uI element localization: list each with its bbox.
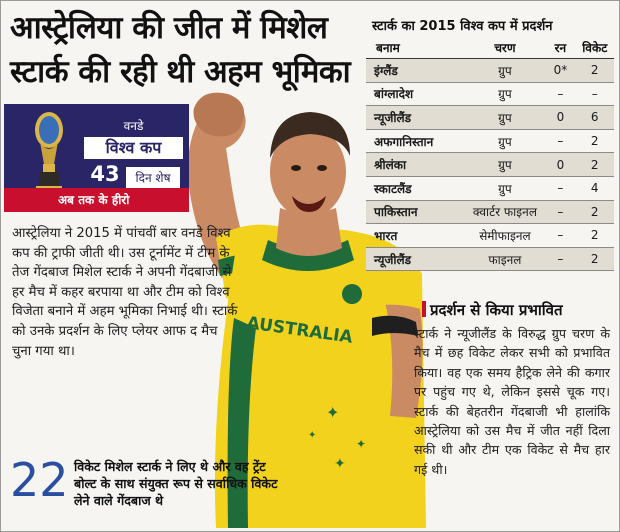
table-row — [366, 106, 614, 130]
performance-table — [366, 36, 614, 271]
hero-tag: अब तक के हीरो — [4, 188, 189, 212]
table-row — [366, 200, 614, 224]
svg-text:✦: ✦ — [356, 437, 367, 451]
row-wickets: 2 — [575, 247, 614, 271]
row-stage: ग्रुप — [465, 129, 546, 153]
stat-text: विकेट मिशेल स्टार्क ने लिए थे और वह ट्रेंट बोल्ट के साथ संयुक्त रूप से सर्वाधिक विकेट लेने वाले गेंदबाज थे — [74, 459, 278, 508]
row-runs: – — [545, 129, 575, 153]
header-wickets: विकेट — [575, 36, 614, 59]
accent-bar — [422, 301, 426, 317]
row-runs: 0* — [545, 59, 575, 83]
row-runs: – — [545, 247, 575, 271]
row-stage: ग्रुप — [465, 59, 546, 83]
table-header-row — [366, 36, 614, 59]
row-opponent: स्काटलैंड — [366, 176, 465, 200]
row-wickets: 2 — [575, 153, 614, 177]
intro-paragraph: आस्ट्रेलिया ने 2015 में पांचवीं बार वनडे विश्व कप की ट्राफी जीती थी। उस टूर्नामेंट में टीम के तेज गेंदबाज मिशेल स्टार्क ने अपनी गेंदबाजी से हर मैच में कहर बरपाया था और टीम को विश्व विजेता बनाने में अहम भूमिका निभाई थी। स्टार्क को उनके प्रदर्शन के लिए प्लेयर आफ द मैच चुना गया था। — [12, 226, 238, 359]
row-wickets: – — [575, 82, 614, 106]
row-opponent: न्यूजीलैंड — [366, 247, 465, 271]
row-runs: – — [545, 200, 575, 224]
row-wickets: 2 — [575, 59, 614, 83]
row-stage: फाइनल — [465, 247, 546, 271]
performance-title — [422, 300, 563, 320]
days-left-text: दिन शेष — [126, 167, 180, 189]
days-left — [84, 161, 183, 187]
row-wickets: 6 — [575, 106, 614, 130]
row-runs: – — [545, 82, 575, 106]
jersey-text: AUSTRALIA — [245, 313, 354, 348]
row-stage: ग्रुप — [465, 176, 546, 200]
row-opponent: अफगानिस्तान — [366, 129, 465, 153]
row-stage: ग्रुप — [465, 106, 546, 130]
svg-text:✦: ✦ — [308, 430, 317, 441]
row-stage: ग्रुप — [465, 82, 546, 106]
table-row — [366, 129, 614, 153]
header-opponent: बनाम — [366, 36, 465, 59]
row-opponent: इंग्लैंड — [366, 59, 465, 83]
row-stage: क्वार्टर फाइनल — [465, 200, 546, 224]
row-stage: सेमीफाइनल — [465, 224, 546, 248]
row-stage: ग्रुप — [465, 153, 546, 177]
row-runs: – — [545, 224, 575, 248]
row-runs: 0 — [545, 153, 575, 177]
table-row — [366, 224, 614, 248]
row-runs: 0 — [545, 106, 575, 130]
row-opponent: श्रीलंका — [366, 153, 465, 177]
headline-line-2: स्टार्क की रही थी अहम भूमिका — [10, 54, 351, 90]
table-row — [366, 82, 614, 106]
performance-body: स्टार्क ने न्यूजीलैंड के विरुद्ध ग्रुप चरण के मैच में छह विकेट लेकर सभी को प्रभावित किया। वह एक समय हैट्रिक लेने की कगार पर पहुंच गए थे, लेकिन इससे चूक गए। स्टार्क की बेहतरीन गेंदबाजी भी हालांकि आस्ट्रेलिया को उस मैच में जीत नहीं दिला सकी थी और टीम एक विकेट से मैच हार गई थी। — [414, 326, 610, 477]
world-cup-label: विश्व कप — [84, 137, 183, 159]
table-row — [366, 153, 614, 177]
headline — [10, 6, 370, 94]
table-row — [366, 176, 614, 200]
row-opponent: पाकिस्तान — [366, 200, 465, 224]
odi-label: वनडे — [84, 117, 183, 135]
svg-text:✦: ✦ — [326, 403, 340, 422]
trophy-icon — [26, 108, 72, 196]
row-opponent: न्यूजीलैंड — [366, 106, 465, 130]
row-wickets: 4 — [575, 176, 614, 200]
headline-line-1: आस्ट्रेलिया की जीत में मिशेल — [10, 10, 328, 46]
table-row — [366, 59, 614, 83]
row-opponent: बांग्लादेश — [366, 82, 465, 106]
stat-number: 22 — [10, 453, 69, 507]
performance-title-text: प्रदर्शन से किया प्रभावित — [430, 301, 563, 319]
row-wickets: 2 — [575, 224, 614, 248]
svg-text:✦: ✦ — [334, 456, 346, 472]
row-opponent: भारत — [366, 224, 465, 248]
table-row — [366, 247, 614, 271]
header-runs: रन — [545, 36, 575, 59]
days-left-number: 43 — [84, 161, 126, 187]
row-wickets: 2 — [575, 200, 614, 224]
header-stage: चरण — [465, 36, 546, 59]
row-wickets: 2 — [575, 129, 614, 153]
row-runs: – — [545, 176, 575, 200]
table-title: स्टार्क का 2015 विश्व कप में प्रदर्शन — [372, 19, 553, 34]
